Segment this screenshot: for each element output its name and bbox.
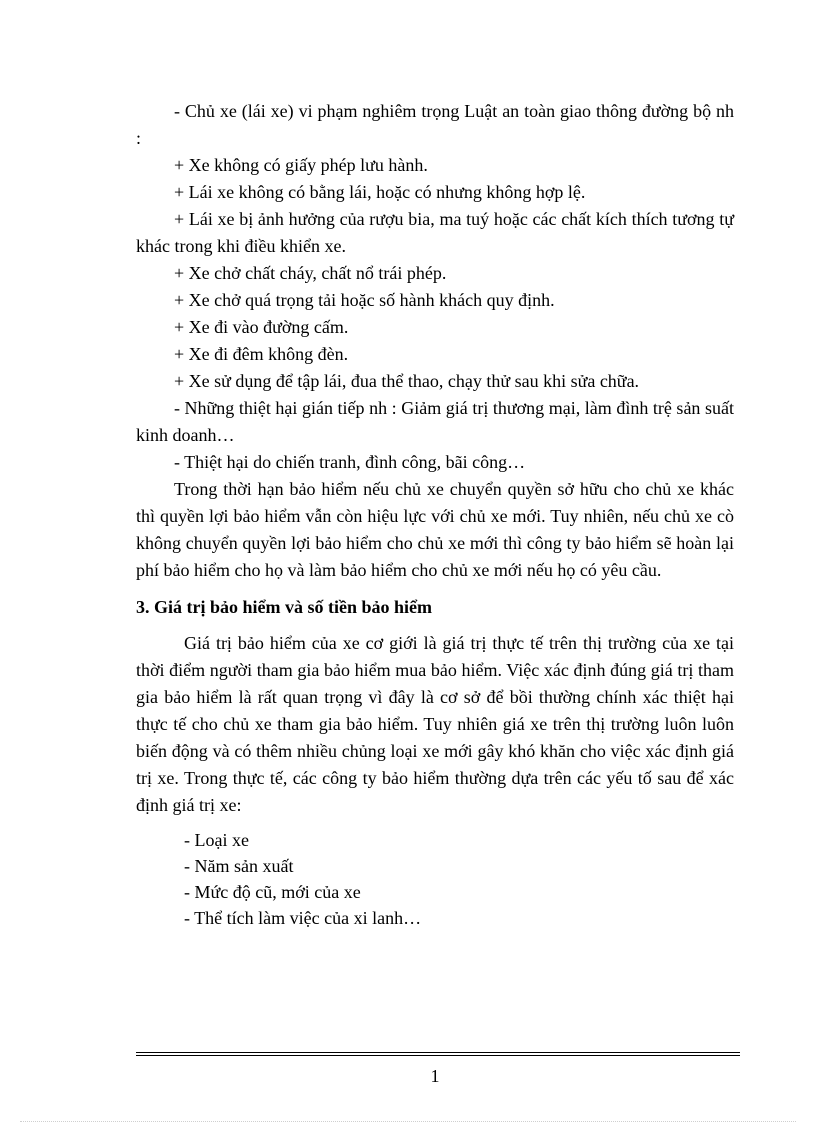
list-item: - Năm sản xuất: [184, 856, 294, 876]
paragraph-no-lights: + Xe đi đêm không đèn.: [174, 344, 349, 364]
footer-double-rule: [136, 1052, 740, 1056]
paragraph-no-license: + Xe không có giấy phép lưu hành.: [174, 155, 428, 175]
list-item: - Mức độ cũ, mới của xe: [184, 882, 361, 902]
paragraph-violation-intro: - Chủ xe (lái xe) vi phạm nghiêm trọng Luật an toàn giao thông đường bộ nh :: [136, 101, 734, 148]
paragraph-insured-value: Giá trị bảo hiểm của xe cơ giới là giá trị thực tế trên thị trường của xe tại thời điểm người tham gia bảo hiểm mua bảo hiểm. Việc xác định đúng giá trị tham gia bảo hiểm là rất quan trọng vì đây là cơ sở để bồi thường chính xác thiệt hại thực tế cho chủ xe tham gia bảo hiểm. Tuy nhiên giá xe trên thị trường luôn luôn biến động và có thêm nhiều chủng loại xe mới gây khó khăn cho việc xác định giá trị xe. Trong thực tế, các công ty bảo hiểm thường dựa trên các yếu tố sau để xác định giá trị xe:: [136, 633, 734, 815]
factor-list: [136, 827, 734, 931]
page-body: [136, 98, 734, 931]
paragraph-indirect-damage: - Những thiệt hại gián tiếp nh : Giảm giá trị thương mại, làm đình trệ sản suất kinh doanh…: [136, 398, 734, 445]
paragraph-alcohol: + Lái xe bị ảnh hưởng của rượu bia, ma tuý hoặc các chất kích thích tương tự khác trong khi điều khiển xe.: [136, 209, 734, 256]
paragraph-overload: + Xe chở quá trọng tải hoặc số hành khách quy định.: [174, 290, 555, 310]
page-number: 1: [430, 1066, 440, 1086]
paragraph-ownership-transfer: Trong thời hạn bảo hiểm nếu chủ xe chuyển quyền sở hữu cho chủ xe khác thì quyền lợi bảo hiểm vẫn còn hiệu lực với chủ xe mới. Tuy nhiên, nếu chủ xe cò không chuyển quyền lợi bảo hiểm cho chủ xe mới thì công ty bảo hiểm sẽ hoàn lại phí bảo hiểm cho họ và làm bảo hiểm cho chủ xe mới nếu họ có yêu cầu.: [136, 479, 734, 580]
list-item: - Thể tích làm việc của xi lanh…: [184, 908, 422, 928]
paragraph-war-damage: - Thiệt hại do chiến tranh, đình công, bãi công…: [174, 452, 526, 472]
paragraph-forbidden-road: + Xe đi vào đường cấm.: [174, 317, 349, 337]
paragraph-invalid-license: + Lái xe không có bằng lái, hoặc có nhưng không hợp lệ.: [174, 182, 586, 202]
list-item: - Loại xe: [184, 830, 249, 850]
section-heading: 3. Giá trị bảo hiểm và số tiền bảo hiểm: [136, 597, 432, 617]
paragraph-training-racing: + Xe sử dụng để tập lái, đua thể thao, chạy thử sau khi sửa chữa.: [174, 371, 640, 391]
page-bottom-dotted-border: [20, 1121, 796, 1122]
paragraph-flammable: + Xe chở chất cháy, chất nổ trái phép.: [174, 263, 447, 283]
